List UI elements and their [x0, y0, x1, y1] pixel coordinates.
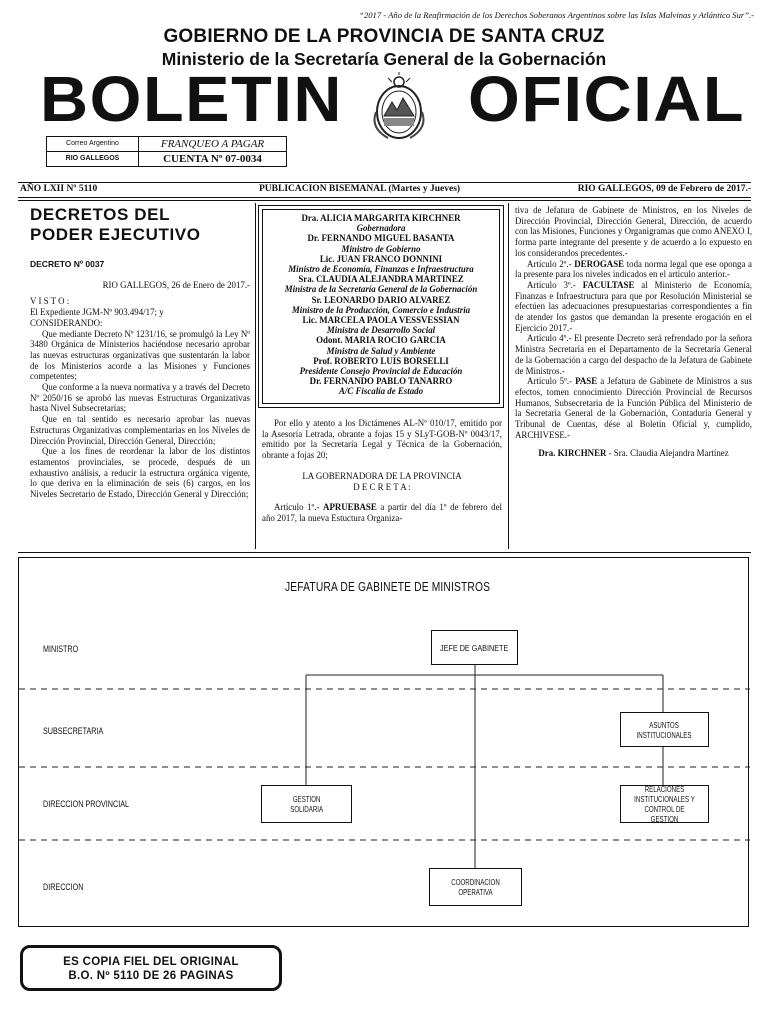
node-label-line: RELACIONES [644, 784, 685, 794]
correo-label: Correo Argentino [47, 137, 139, 152]
cuenta-label: CUENTA Nº 07-0034 [139, 152, 287, 167]
cabinet-member-role: Ministro de Gobierno [341, 243, 421, 254]
masthead-boletin: BOLETIN [40, 63, 344, 135]
cabinet-member-name: Lic. JUAN FRANCO DONNINI [319, 253, 443, 264]
node-label-line: INSTITUCIONALES [637, 729, 692, 740]
paragraph: Que mediante Decreto Nº 1231/16, se promulgó la Ley Nº 3480 Orgánica de Ministerios haciéndose necesario aprobar las nuevas estructuras organizativas que sustentarán la labor de los Ministerios acorde a las Misiones y Funciones competentes; [30, 328, 250, 382]
paragraph: Que conforme a la nueva normativa y a través del Decreto Nº 2050/16 se aprobó las nuevas Estructuras Organizativas hasta Nivel Subsecretarías; [30, 382, 250, 414]
signature [515, 448, 752, 459]
column-divider [508, 203, 509, 549]
article-5 [515, 376, 752, 440]
publication-frequency: PUBLICACION BISEMANAL (Martes y Jueves) [259, 184, 461, 194]
government-heading: GOBIERNO DE LA PROVINCIA DE SANTA CRUZ [163, 26, 605, 47]
node-label-line: COORDINACION [451, 877, 500, 887]
article-2 [515, 259, 752, 280]
visto-text: El Expediente JGM-Nº 903.494/17; y [30, 307, 164, 318]
visto-heading: V I S T O : [30, 296, 70, 307]
section-title [30, 205, 250, 245]
ministry-heading: Ministerio de la Secretaría General de la Gobernación [161, 49, 607, 69]
cabinet-member-role: Ministro de la Producción, Comercio e Industria [291, 304, 471, 315]
cabinet-member-name: Dr. FERNANDO MIGUEL BASANTA [307, 233, 455, 244]
article-text: toda norma legal que ese oponga a la presente para los niveles indicados en el artículo anterior.- [515, 258, 752, 280]
level-label: DIRECCION PROVINCIAL [43, 799, 130, 809]
article-text: a partir del día 1º de febrero del año 2017, la nueva Estuctura Organiza- [262, 502, 502, 523]
cabinet-member-name: Lic. MARCELA PAOLA VESSVESSIAN [302, 315, 460, 326]
franqueo-label: FRANQUEO A PAGAR [139, 137, 287, 152]
node-label: JEFE DE GABINETE [440, 642, 509, 653]
masthead-oficial: OFICIAL [468, 63, 746, 135]
cabinet-member-role: Ministra de Salud y Ambiente [326, 345, 436, 356]
node-asuntos-institucionales [620, 712, 709, 747]
signature-name: Dra. KIRCHNER [538, 448, 607, 459]
cabinet-member-name: Sr. LEONARDO DARIO ALVAREZ [311, 294, 451, 305]
copia-line: ES COPIA FIEL DEL ORIGINAL [63, 956, 239, 968]
article-label: Artículo 1º.- [274, 502, 324, 513]
node-coordinacion-operativa [429, 868, 522, 906]
copia-line: B.O. Nº 5110 DE 26 PAGINAS [68, 970, 234, 982]
article-label: Artículo 4º.- [527, 333, 575, 344]
column-decreto [30, 205, 250, 500]
franqueo-box [46, 136, 287, 167]
issue-number: AÑO LXII Nº 5110 [20, 184, 98, 194]
article-3 [515, 280, 752, 334]
article-verb: DEROGASE [574, 258, 625, 269]
divider [18, 552, 751, 553]
divider [18, 182, 751, 183]
cabinet-member-name: Dr. FERNANDO PABLO TANARRO [309, 376, 453, 387]
paragraph: Por ello y atento a los Dictámenes AL-Nº 010/17, emitido por la Asesoría Letrada, obrante a fojas 15 y SLyT-GOB-Nº 0043/17, emitido por la Secretaría Legal y Técnica de la Gobernación, obrante a fojas 20; [262, 418, 502, 461]
article-verb: PASE [575, 376, 598, 387]
node-label-line: ASUNTOS [649, 719, 680, 730]
cabinet-member-role: Ministra de Desarrollo Social [326, 325, 436, 336]
org-chart-title: JEFATURA DE GABINETE DE MINISTROS [285, 580, 491, 594]
article-verb: APRUEBASE [323, 502, 377, 513]
node-jefe-de-gabinete [431, 630, 518, 665]
article-1 [262, 502, 502, 523]
signature-cosigner: - Sra. Claudia Alejandra Martínez [606, 448, 729, 459]
cabinet-member-name: Prof. ROBERTO LUIS BORSELLI [313, 355, 449, 366]
article-label: Artículo 2º.- [527, 258, 575, 269]
node-label-line: OPERATIVA [458, 887, 493, 897]
article-text: El presente Decreto será refrendado por la señora Ministra Secretaria en el Departamento de la Secretaría General de la Gobernación a cargo del despacho de la Jefatura de Gabinete de Ministros.- [515, 333, 752, 376]
level-label: MINISTRO [43, 644, 79, 654]
cabinet-member-role: Ministro de Economía, Finanzas e Infraestructura [288, 264, 474, 275]
level-label: DIRECCION [43, 882, 84, 892]
paragraph: Que en tal sentido es necesario aprobar las nuevas Estructuras Organizativas complementarias en los Niveles de Dirección Provincial, Dirección General, Dirección; [30, 414, 250, 446]
article-text: a Jefatura de Gabinete de Ministros a sus efectos, tomen conocimiento Dirección Provincial de Recursos Humanos, Subsecretaria de la Función Pública del Ministerio de la Secretaria General de la Gobernación, Contaduría General y Tribunal de Cuentas, dése al Boletín Oficial y, cumplido, ARCHIVESE.- [515, 376, 752, 440]
cabinet-member-role: Presidente Consejo Provincial de Educación [299, 366, 463, 377]
node-relaciones-institucionales [620, 785, 709, 823]
article-verb: FACULTASE [582, 279, 635, 290]
paragraph: Que a los fines de reordenar la labor de los distintos estamentos provinciales, se procede, después de un exhaustivo análisis, a reducir la estructura orgánica vigente, lo que deriva en la eliminación de seis (6) cargos, en los Niveles Secretario de Estado, Dirección General y Dirección; [30, 446, 250, 500]
article-label: Artículo 5º.- [527, 376, 576, 387]
node-label-line: CONTROL DE GESTION [644, 804, 685, 824]
place-date: RIO GALLEGOS, 26 de Enero de 2017.- [102, 279, 250, 290]
cabinet-member-role: Gobernadora [356, 223, 406, 234]
top-note: “2017 - Año de la Reafirmación de los Derechos Soberanos Argentinos sobre las Islas Malvinas y Atlántico Sur”.- [359, 10, 754, 20]
node-label [447, 877, 504, 897]
article-4 [515, 333, 752, 376]
column-divider [255, 203, 256, 549]
node-gestion-solidaria [261, 785, 352, 823]
node-label-line: SOLIDARIA [290, 804, 323, 814]
org-chart [18, 557, 749, 927]
node-label [628, 784, 702, 824]
decree-heading: LA GOBERNADORA DE LA PROVINCIA [302, 470, 462, 481]
decreto-number: DECRETO Nº 0037 [30, 259, 105, 269]
cabinet-member-name: Odont. MARIA ROCIO GARCIA [316, 335, 446, 346]
location-label: RIO GALLEGOS [47, 152, 139, 167]
cabinet-member-role: A/C Fiscalía de Estado [338, 386, 424, 397]
node-label-line: GESTION [292, 794, 321, 804]
column-articles [515, 205, 752, 459]
node-label [632, 720, 697, 740]
issue-date: RIO GALLEGOS, 09 de Febrero de 2017.- [577, 184, 751, 194]
cabinet-member-name: Dra. ALICIA MARGARITA KIRCHNER [301, 213, 461, 223]
section-title-line: PODER EJECUTIVO [30, 225, 201, 244]
copia-fiel-stamp [20, 945, 282, 991]
article-label: Artículo 3º.- [527, 279, 583, 290]
article-text: al Ministerio de Economía, Finanzas e Infraestructura para que por Resolución Ministerial se efectúen las adecuaciones presupuestarias correspondientes a fin de atender los gastos que demandan la presente erogación en el Ejercicio 2017.- [515, 279, 752, 333]
column-decreta [262, 418, 502, 524]
paragraph: tiva de Jefatura de Gabinete de Ministros, en los Niveles de Dirección Provincial, Dirección General, Dirección, de acuerdo con las Misiones, Funciones y Organigramas que como ANEXO I, forma parte integrante del presente y de acuerdo a lo expuesto en los considerandos precedentes.- [515, 205, 752, 258]
cabinet-list [262, 209, 500, 404]
divider [18, 197, 751, 198]
cabinet-box [258, 205, 504, 408]
node-label [287, 794, 326, 814]
node-label-line: INSTITUCIONALES Y [634, 794, 695, 804]
divider [18, 200, 751, 201]
cabinet-member-role: Ministra de la Secretaría General de la Gobernación [284, 284, 478, 295]
provincial-coat-of-arms-icon [362, 72, 436, 146]
cabinet-member-name: Sra. CLAUDIA ALEJANDRA MARTINEZ [298, 274, 464, 285]
decree-heading: D E C R E T A : [353, 481, 411, 492]
considerando-heading: CONSIDERANDO: [30, 317, 103, 328]
level-label: SUBSECRETARIA [43, 726, 104, 736]
section-title-line: DECRETOS DEL [30, 205, 171, 224]
